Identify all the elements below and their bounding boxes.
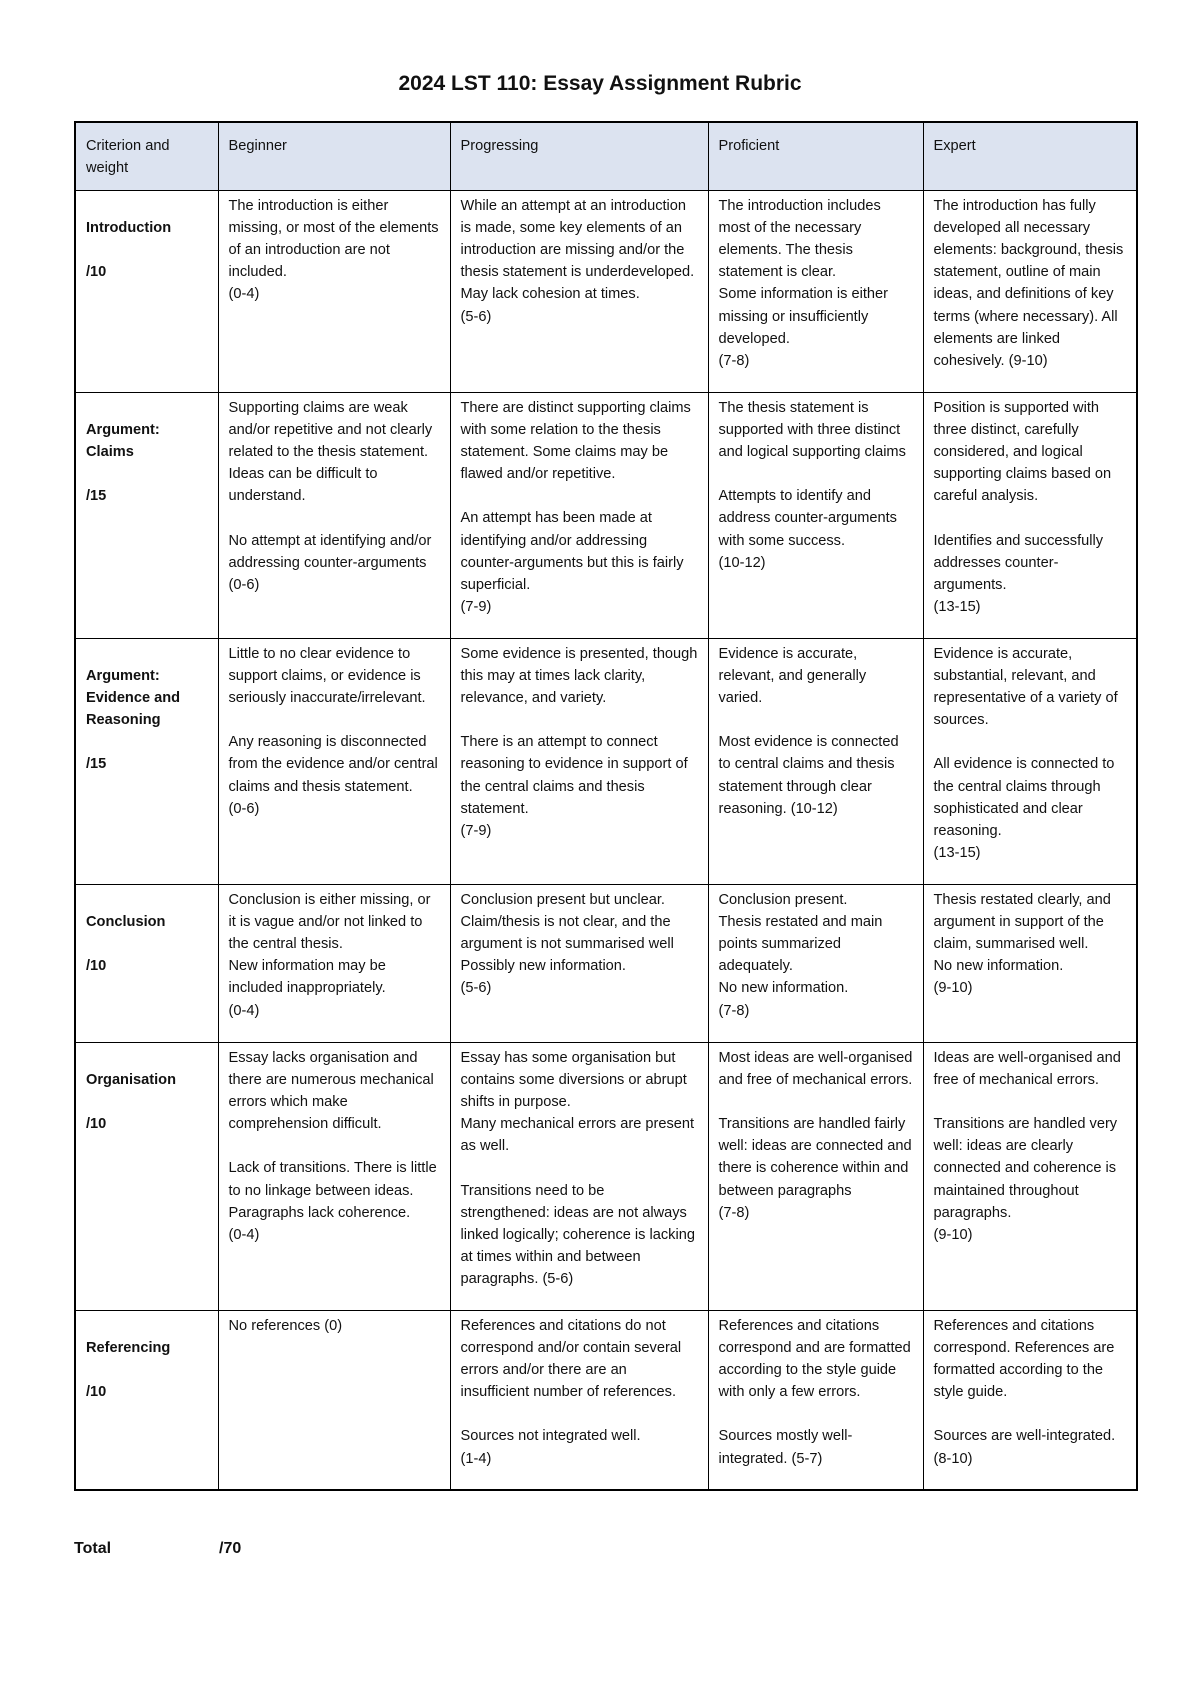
table-row xyxy=(75,884,1137,1042)
criterion-weight: /10 xyxy=(86,263,107,280)
criterion-cell xyxy=(75,392,218,638)
descriptor-cell-proficient xyxy=(708,1042,923,1310)
descriptor-cell-beginner xyxy=(218,1310,450,1490)
descriptor-text: Identifies and successfully addresses counter-arguments. (13-15) xyxy=(933,532,1104,616)
paragraph-gap xyxy=(719,1091,913,1113)
criterion-name: Referencing xyxy=(86,1339,171,1356)
descriptor-cell-proficient xyxy=(708,392,923,638)
descriptor-text: No references (0) xyxy=(228,1317,343,1334)
table-row xyxy=(75,392,1137,638)
paragraph-gap xyxy=(719,1403,913,1425)
descriptor-text: Transitions need to be strengthened: ideas are not always linked logically; coherence is lacking at times within and between paragraphs. (5-6) xyxy=(460,1182,695,1288)
descriptor-text: Transitions are handled fairly well: ideas are connected and there is coherence within and between paragraphs (7-8) xyxy=(718,1115,912,1221)
descriptor-cell-expert xyxy=(923,190,1137,392)
descriptor-text: The introduction is either missing, or most of the elements of an introduction are not included. (0-4) xyxy=(228,197,439,303)
paragraph-gap xyxy=(719,463,913,485)
paragraph-gap xyxy=(461,485,698,507)
descriptor-text: An attempt has been made at identifying and/or addressing counter-arguments but this is fairly superficial. (7-9) xyxy=(460,510,684,616)
criterion-name: Argument: Evidence and Reasoning xyxy=(86,667,181,728)
descriptor-text: Ideas are well-organised and free of mechanical errors. xyxy=(933,1049,1121,1088)
total-label: Total xyxy=(74,1540,112,1557)
descriptor-cell-proficient xyxy=(708,1310,923,1490)
criterion-weight: /10 xyxy=(86,1383,107,1400)
descriptor-text: References and citations correspond. References are formatted according to the style guide. xyxy=(933,1317,1115,1401)
descriptor-text: Sources mostly well-integrated. (5-7) xyxy=(718,1428,853,1467)
criterion-name: Introduction xyxy=(86,219,172,236)
paragraph-gap xyxy=(934,508,1127,530)
descriptor-text: Position is supported with three distinct, carefully considered, and logical supporting claims based on careful analysis. xyxy=(933,399,1112,505)
criterion-weight: /10 xyxy=(86,1115,107,1132)
rubric-table xyxy=(74,121,1138,1491)
descriptor-cell-progressing xyxy=(450,392,708,638)
paragraph-gap xyxy=(934,1403,1127,1425)
table-row xyxy=(75,1042,1137,1310)
criterion-cell xyxy=(75,190,218,392)
table-header-row xyxy=(75,122,1137,190)
total-value: /70 xyxy=(219,1540,242,1557)
descriptor-text: Evidence is accurate, relevant, and generally varied. xyxy=(718,645,867,706)
paragraph-gap xyxy=(934,1091,1127,1113)
descriptor-text: Conclusion present. Thesis restated and main points summarized adequately. No new information. (7-8) xyxy=(718,891,883,1019)
descriptor-cell-beginner xyxy=(218,638,450,884)
descriptor-text: There is an attempt to connect reasoning to evidence in support of the central claims and thesis statement. (7-9) xyxy=(460,734,688,839)
header-progressing: Progressing xyxy=(450,122,708,190)
document-title: 2024 LST 110: Essay Assignment Rubric xyxy=(398,72,802,95)
paragraph-gap xyxy=(229,1135,440,1157)
table-row xyxy=(75,638,1137,884)
criterion-weight: /15 xyxy=(86,487,107,504)
descriptor-text: Any reasoning is disconnected from the evidence and/or central claims and thesis statement. (0-6) xyxy=(228,734,438,817)
descriptor-text: Most evidence is connected to central claims and thesis statement through clear reasoning. (10-12) xyxy=(718,734,899,817)
descriptor-text: References and citations do not correspond and/or contain several errors and/or there are an insufficient number of references. xyxy=(460,1317,682,1401)
criterion-weight: /10 xyxy=(86,957,107,974)
descriptor-cell-beginner xyxy=(218,392,450,638)
paragraph-gap xyxy=(229,709,440,731)
descriptor-cell-expert xyxy=(923,1042,1137,1310)
rubric-body xyxy=(75,190,1137,1490)
table-row xyxy=(75,1310,1137,1490)
descriptor-text: Sources not integrated well. (1-4) xyxy=(460,1428,641,1467)
descriptor-cell-progressing xyxy=(450,884,708,1042)
descriptor-text: Conclusion present but unclear. Claim/thesis is not clear, and the argument is not summarised well Possibly new information. (5-6) xyxy=(460,891,674,997)
descriptor-text: Lack of transitions. There is little to no linkage between ideas. Paragraphs lack coherence. (0-4) xyxy=(228,1160,437,1243)
descriptor-text: The introduction includes most of the necessary elements. The thesis statement is clear. Some information is either missing or insufficiently developed. (7-8) xyxy=(718,197,889,369)
descriptor-cell-progressing xyxy=(450,638,708,884)
descriptor-cell-beginner xyxy=(218,884,450,1042)
criterion-name: Conclusion xyxy=(86,913,166,930)
descriptor-cell-progressing xyxy=(450,1310,708,1490)
descriptor-text: The thesis statement is supported with three distinct and logical supporting claims xyxy=(718,399,906,460)
descriptor-cell-proficient xyxy=(708,884,923,1042)
paragraph-gap xyxy=(461,1158,698,1180)
descriptor-text: Sources are well-integrated. (8-10) xyxy=(933,1428,1116,1467)
table-row xyxy=(75,190,1137,392)
descriptor-cell-expert xyxy=(923,884,1137,1042)
descriptor-text: Conclusion is either missing, or it is vague and/or not linked to the central thesis. New information may be included inappropriately. (0-4) xyxy=(228,891,431,1019)
descriptor-text: Thesis restated clearly, and argument in support of the claim, summarised well. No new information. (9-10) xyxy=(933,891,1111,997)
descriptor-text: References and citations correspond and are formatted according to the style guide with only a few errors. xyxy=(718,1317,911,1401)
criterion-weight: /15 xyxy=(86,756,107,773)
paragraph-gap xyxy=(461,709,698,731)
descriptor-text: Supporting claims are weak and/or repetitive and not clearly related to the thesis statement. Ideas can be difficult to understand. xyxy=(228,399,433,505)
descriptor-cell-beginner xyxy=(218,1042,450,1310)
descriptor-cell-beginner xyxy=(218,190,450,392)
descriptor-text: No attempt at identifying and/or addressing counter-arguments (0-6) xyxy=(228,532,432,593)
criterion-name: Organisation xyxy=(86,1071,177,1088)
descriptor-cell-expert xyxy=(923,1310,1137,1490)
descriptor-text: Some evidence is presented, though this may at times lack clarity, relevance, and variety. xyxy=(460,645,698,706)
criterion-cell xyxy=(75,638,218,884)
header-criterion: Criterion and weight xyxy=(75,122,218,190)
descriptor-text: While an attempt at an introduction is made, some key elements of an introduction are missing and/or the thesis statement is underdeveloped. May lack cohesion at times. (5-6) xyxy=(460,197,695,325)
header-expert: Expert xyxy=(923,122,1137,190)
descriptor-cell-progressing xyxy=(450,1042,708,1310)
descriptor-cell-expert xyxy=(923,392,1137,638)
criterion-name: Argument: Claims xyxy=(86,421,160,460)
paragraph-gap xyxy=(229,508,440,530)
descriptor-text: Transitions are handled very well: ideas are clearly connected and coherence is maintained throughout paragraphs. (9-10) xyxy=(933,1115,1118,1243)
descriptor-cell-proficient xyxy=(708,190,923,392)
descriptor-text: Evidence is accurate, substantial, relevant, and representative of a variety of sources. xyxy=(933,645,1118,729)
header-beginner: Beginner xyxy=(218,122,450,190)
criterion-cell xyxy=(75,884,218,1042)
header-proficient: Proficient xyxy=(708,122,923,190)
paragraph-gap xyxy=(719,709,913,731)
criterion-cell xyxy=(75,1042,218,1310)
descriptor-text: There are distinct supporting claims with some relation to the thesis statement. Some claims may be flawed and/or repetitive. xyxy=(460,399,691,483)
descriptor-text: All evidence is connected to the central claims through sophisticated and clear reasoning. (13-15) xyxy=(933,756,1115,862)
descriptor-text: Essay lacks organisation and there are numerous mechanical errors which make comprehension difficult. xyxy=(228,1049,434,1133)
paragraph-gap xyxy=(461,1403,698,1425)
descriptor-text: The introduction has fully developed all necessary elements: background, thesis statement, outline of main ideas, and definitions of key terms (where necessary). All elements are linked cohesively. (9-10) xyxy=(933,197,1124,369)
descriptor-cell-progressing xyxy=(450,190,708,392)
descriptor-cell-proficient xyxy=(708,638,923,884)
descriptor-text: Essay has some organisation but contains some diversions or abrupt shifts in purpose. Many mechanical errors are present as well. xyxy=(460,1049,695,1155)
criterion-cell xyxy=(75,1310,218,1490)
descriptor-text: Attempts to identify and address counter-arguments with some success. (10-12) xyxy=(718,488,897,571)
descriptor-cell-expert xyxy=(923,638,1137,884)
descriptor-text: Most ideas are well-organised and free of mechanical errors. xyxy=(718,1049,913,1088)
paragraph-gap xyxy=(934,731,1127,753)
descriptor-text: Little to no clear evidence to support claims, or evidence is seriously inaccurate/irrelevant. xyxy=(228,645,426,706)
